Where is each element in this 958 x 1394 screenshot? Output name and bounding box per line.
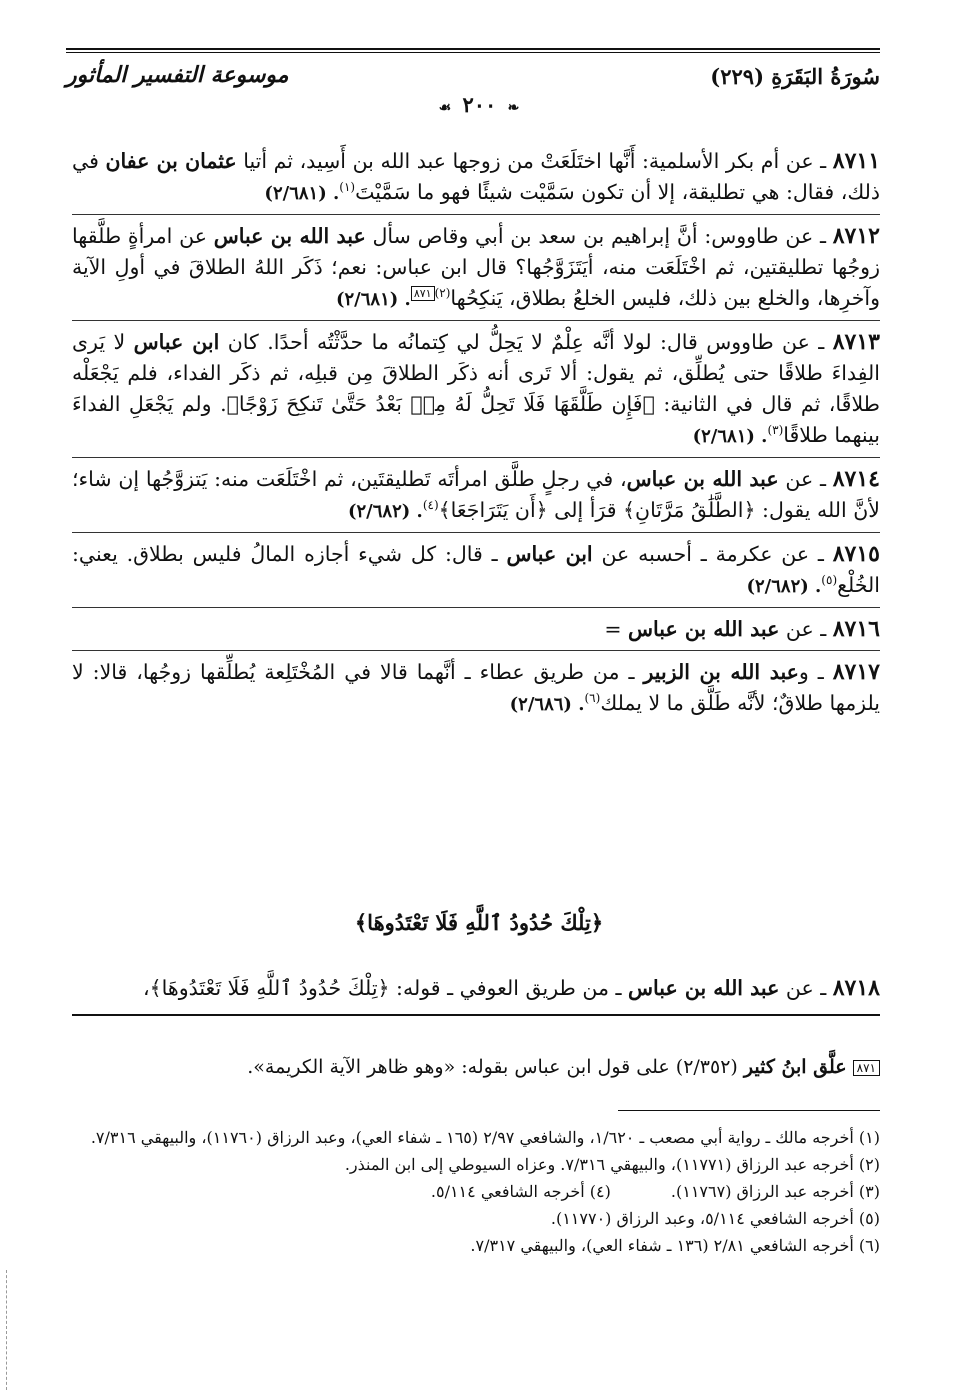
ornament-icon: ☙ <box>438 100 452 116</box>
entry-number: ٨٧١٨ <box>832 975 880 1001</box>
footnote-ref[interactable]: (٣) <box>767 423 784 438</box>
entry-text: ـ من طريق العوفي ـ قوله: ﴿تِلْكَ حُدُودُ ٱللَّهِ فَلَا تَعْتَدُوهَا﴾، <box>143 976 629 1000</box>
surah-header: سُورَةُ البَقَرَةِ (٢٢٩) <box>710 64 880 89</box>
footnote-6: (٦) أخرجه الشافعي ٢/٨١ (١٣٦ ـ شفاء العي)، والبيهقي ٧/٣١٧. <box>470 1236 880 1255</box>
source-ref: . (٢/٦٨٢) <box>746 576 822 597</box>
narrator-name: ابن عباس <box>506 542 593 566</box>
footnote-3: (٣) أخرجه عبد الرزاق (١١٧٦٧). <box>670 1182 880 1201</box>
page-number <box>425 92 534 117</box>
entry-8711 <box>72 140 880 215</box>
entry-text: في ذلك، فقال: هي تطليقة، إلا أن تكون سَمَّيْت شيئًا فهو ما سَمَّيْتَ <box>72 149 880 204</box>
book-title: موسوعة التفسير المأثور <box>66 62 289 88</box>
comment-text: (٢/٣٥٢) على قول ابن عباس بقوله: «وهو ظاهر الآية الكريمة». <box>247 1056 744 1078</box>
entry-text: ـ عن <box>779 617 833 641</box>
narrator-name: عبد الله بن الزبير <box>643 660 799 684</box>
footnote-rule <box>618 1110 880 1111</box>
source-ref: . (٢/٦٨١) <box>692 426 768 447</box>
page-number-wrap <box>0 92 958 117</box>
commentary-note <box>72 1053 880 1081</box>
narrator-name: ابن عباس <box>133 330 220 354</box>
entry-text: لا يَرى الفِداءَ طلاقًا حتى يُطلِّق، ثم يقول: ألا تَرى أنه ذكَر الطلاقَ مِن قبلِه، ثم ذكَر الفداء، فلم يَجْعَلْه طلاقًا، ثم قال في الثانية: ﴿فَإِن طَلَّقَهَا فَلَا تَحِلُّ لَهُ مِنۢ بَعْدُ حَتَّىٰ تَنكِحَ زَوْجًا﴾. ولم يَجْعَلِ الفداءَ بينهما طلاقًا <box>72 330 880 447</box>
entry-number: ٨٧١٦ <box>832 616 880 642</box>
entry-text: ـ عن طاووس: أنَّ إبراهيم بن سعد بن أبي وقاص سأل <box>365 224 833 248</box>
footnote-ref[interactable]: (١) <box>339 180 356 195</box>
entry-text: ـ من طريق عطاء ـ أنَّهما قالا في المُخْتَلِعة يُطلِّقها زوجُها، قالا: لا يلزمها طلاقٌ؛ لأنَّه طَلَّق ما لا يملك <box>72 660 880 715</box>
footnote-row-3-4 <box>72 1178 880 1205</box>
footnote-5: (٥) أخرجه الشافعي ٥/١١٤، وعبد الرزاق (١١٧٧٠). <box>550 1209 880 1228</box>
source-ref: . (٢/٦٨٦) <box>509 694 585 715</box>
header-rule-thin <box>66 52 880 53</box>
entry-text: ـ و <box>798 660 833 684</box>
entry-number: ٨٧١٧ <box>832 659 880 685</box>
entry-8718 <box>72 973 880 1016</box>
footnote-2: (٢) أخرجه عبد الرزاق (١١٧٧١)، والبيهقي ٧/٣١٦. وعزاه السيوطي إلى ابن المنذر. <box>344 1155 880 1174</box>
entry-text: ـ عن <box>779 976 833 1000</box>
entry-text: ، في رجلٍ طلَّق امرأتَه تَطليقتَين، ثم اخْتَلَعَت منه: يَتزوَّجُها إن شاء؛ لأنَّ الله يقول: ﴿الطَّلَٰقُ مَرَّتَانِ﴾ قرَأ إلى ﴿أَن يَتَرَاجَعَا﴾ <box>72 467 880 522</box>
entry-8712 <box>72 215 880 321</box>
source-ref: . (٢/٦٨٢) <box>347 501 423 522</box>
entry-text: ـ عن <box>778 467 833 491</box>
footnote-ref[interactable]: (٢) <box>434 286 451 301</box>
footnote-4: (٤) أخرجه الشافعي ٥/١١٤. <box>430 1182 611 1201</box>
main-text <box>72 140 880 725</box>
narrator-name: عبد الله بن عباس <box>628 617 780 641</box>
entry-number: ٨٧١١ <box>832 148 881 174</box>
entry-number: ٨٧١٥ <box>832 541 880 567</box>
header-rule <box>66 48 880 50</box>
entry-number: ٨٧١٣ <box>832 329 880 355</box>
ornament-icon: ❧ <box>507 100 520 116</box>
narrator-name: عبد الله بن عباس <box>628 976 780 1000</box>
narrator-name: عبد الله بن عباس <box>626 467 779 491</box>
source-ref: . (٢/٦٨١) <box>335 289 411 310</box>
entry-8716 <box>72 608 880 651</box>
entry-8714 <box>72 458 880 533</box>
footnote-ref[interactable]: (٦) <box>584 691 601 706</box>
source-ref: . (٢/٦٨١) <box>264 183 340 204</box>
narrator-name: عبد الله بن عباس <box>213 224 366 248</box>
entry-text: = <box>604 617 629 641</box>
footnote-ref[interactable]: (٤) <box>422 498 439 513</box>
entry-text: ـ عن عكرمة ـ أحسبه عن <box>592 542 833 566</box>
footnote-ref[interactable]: (٥) <box>821 573 838 588</box>
scan-margin-mark <box>6 1270 9 1390</box>
narrator-name: عثمان بن عفان <box>105 149 237 173</box>
entry-text: ـ عن أم بكر الأسلمية: أَنَّها اختَلَعَتْ من زوجها عبد الله بن أَسِيد، ثم أتيا <box>236 149 833 173</box>
comment-number-box: ٨٧١ <box>853 1060 880 1076</box>
comment-ref-box[interactable]: ٨٧١ <box>411 286 435 301</box>
entry-number: ٨٧١٢ <box>832 223 880 249</box>
entry-8717 <box>72 651 880 725</box>
page-number-text: ٢٠٠ <box>462 92 497 117</box>
comment-author: علَّق ابنُ كثير <box>743 1056 847 1078</box>
entry-number: ٨٧١٤ <box>832 466 880 492</box>
entry-8715 <box>72 533 880 608</box>
footnote-1: (١) أخرجه مالك ـ رواية أبي مصعب ـ ١/٦٢٠، والشافعي ٢/٩٧ (١٦٥ ـ شفاء العي)، وعبد الرزاق (١١٧٦٠)، والبيهقي ٧/٣١٦. <box>90 1128 880 1147</box>
entry-8713 <box>72 321 880 458</box>
entry-text: عن امرأةٍ طلَّقها زوجُها تطليقتين، ثم اخْتَلَعَت منه، أيَتَزَوَّجُها؟ قال ابن عباس: نعم؛ ذَكَر اللهُ الطلاقَ في أولِ الآية وآخرِها، والخلع بين ذلك، فليس الخلعُ بطلاق، يَنكِحُها <box>72 224 880 310</box>
entry-text: ـ عن طاووس قال: لولا أنَّه عِلْمٌ لا يَحِلُّ لي كِتمانُه ما حدَّثْتُه أحدًا. كان <box>219 330 833 354</box>
entry-text: ـ قال: كل شيء أجازه المالُ فليس بطلاق. يعني: الخُلْع <box>72 542 880 597</box>
footnotes <box>72 1124 880 1259</box>
verse-heading: ﴿تِلْكَ حُدُودُ ٱللَّهِ فَلَا تَعْتَدُوهَا﴾ <box>354 910 604 935</box>
